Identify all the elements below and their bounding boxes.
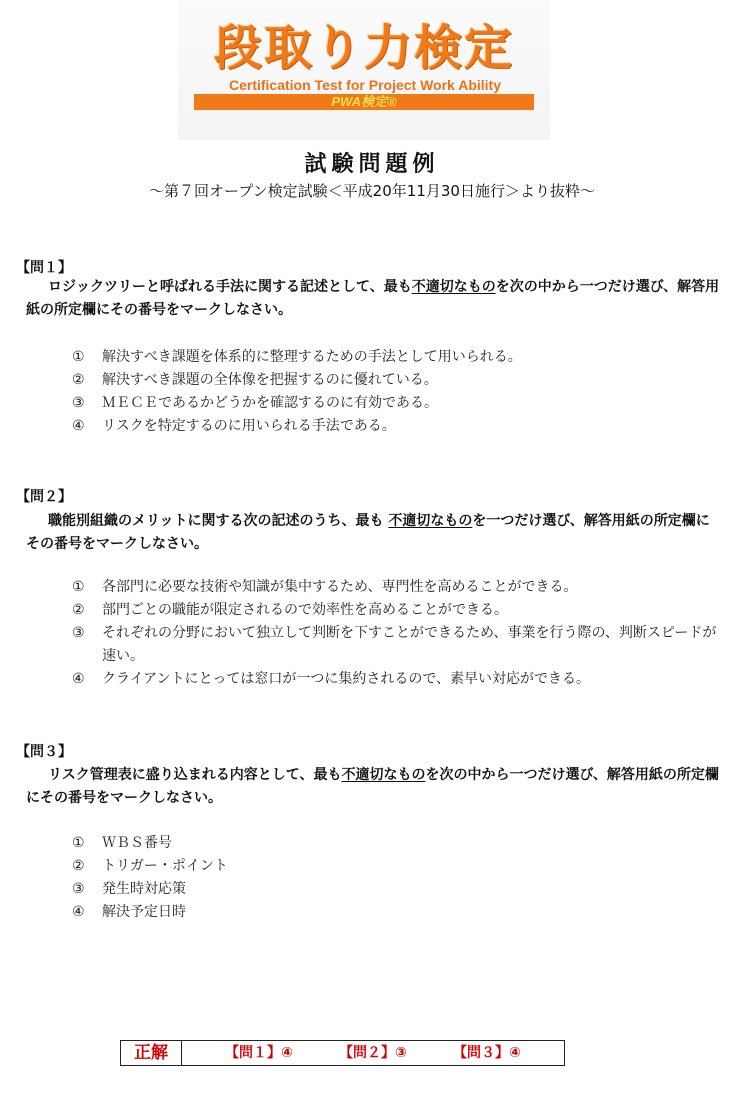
option-number: ③ — [72, 625, 85, 641]
option-item — [72, 622, 722, 668]
option-number: ② — [72, 372, 85, 388]
option-number: ① — [72, 349, 85, 365]
option-number: ③ — [72, 395, 85, 411]
option-text: 部門ごとの職能が限定されるので効率性を高めることができる。 — [102, 602, 508, 618]
question-3-stem-text-end: を次の中から一つだけ選び、解答用紙の所定欄にその番号をマークしなさい。 — [26, 767, 719, 806]
option-item — [72, 369, 722, 392]
option-text: トリガー・ポイント — [102, 858, 228, 874]
answer-box — [120, 1040, 565, 1066]
logo-band — [194, 94, 534, 110]
answer-2: 【問２】③ — [339, 1045, 407, 1061]
option-item — [72, 832, 722, 855]
option-item — [72, 855, 722, 878]
question-1-options — [72, 346, 722, 438]
logo-subtitle: Certification Test for Project Work Ability — [228, 77, 501, 93]
option-number: ④ — [72, 671, 85, 687]
logo-band-text: PWA検定® — [331, 94, 397, 109]
option-number: ② — [72, 858, 85, 874]
option-text: ＭＥＣＥであるかどうかを確認するのに有効である。 — [102, 395, 438, 411]
page-subtitle: ～第７回オープン検定試験＜平成20年11月30日施行＞より抜粋～ — [149, 182, 595, 200]
option-number: ③ — [72, 881, 85, 897]
answer-3: 【問３】④ — [453, 1045, 521, 1061]
logo — [178, 0, 550, 140]
question-2-options — [72, 576, 722, 691]
logo-title: 段取り力検定 — [213, 20, 514, 76]
option-item — [72, 392, 722, 415]
question-2-label: 【問２】 — [16, 489, 72, 505]
option-text: 解決すべき課題の全体像を把握するのに優れている。 — [102, 372, 438, 388]
option-item — [72, 346, 722, 369]
question-3-stem-text: リスク管理表に盛り込まれる内容として、最も — [48, 767, 342, 783]
option-number: ② — [72, 602, 85, 618]
question-3-emphasis: 不適切なもの — [341, 767, 426, 783]
option-text: それぞれの分野において独立して判断を下すことができるため、事業を行う際の、判断スピードが速い。 — [102, 625, 717, 664]
option-item — [72, 599, 722, 622]
question-2-stem-text: 職能別組織のメリットに関する次の記述のうち、最も — [48, 513, 389, 529]
option-text: リスクを特定するのに用いられる手法である。 — [102, 418, 396, 434]
option-text: 解決予定日時 — [102, 904, 186, 920]
option-number: ① — [72, 579, 85, 595]
option-text: 解決すべき課題を体系的に整理するための手法として用いられる。 — [102, 349, 522, 365]
option-text: クライアントにとっては窓口が一つに集約されるので、素早い対応ができる。 — [102, 671, 591, 687]
question-3-label: 【問３】 — [16, 744, 72, 760]
option-number: ④ — [72, 418, 85, 434]
option-item — [72, 668, 722, 691]
option-text: 各部門に必要な技術や知識が集中するため、専門性を高めることができる。 — [102, 579, 578, 595]
question-1-stem — [26, 276, 722, 322]
option-number: ① — [72, 835, 85, 851]
question-2-stem — [26, 510, 722, 556]
answer-heading: 正解 — [121, 1041, 182, 1065]
option-item — [72, 878, 722, 901]
question-1-stem-text: ロジックツリーと呼ばれる手法に関する記述として、最も — [48, 279, 412, 295]
question-1-label: 【問１】 — [16, 260, 72, 276]
option-text: ＷＢＳ番号 — [102, 835, 172, 851]
option-item — [72, 901, 722, 924]
question-2-emphasis: 不適切なもの — [388, 513, 473, 529]
page-title: 試験問題例 — [304, 152, 440, 177]
question-1-stem-text-end: を次の中から一つだけ選び、解答用紙の所定欄にその番号をマークしなさい。 — [26, 279, 720, 318]
option-item — [72, 415, 722, 438]
question-3-options — [72, 832, 722, 924]
answer-1: 【問１】④ — [225, 1045, 293, 1061]
option-text: 発生時対応策 — [102, 881, 186, 897]
question-1-emphasis: 不適切なもの — [411, 279, 496, 295]
question-3-stem — [26, 764, 722, 810]
option-item — [72, 576, 722, 599]
option-number: ④ — [72, 904, 85, 920]
question-2-stem-text-end: を一つだけ選び、解答用紙の所定欄にその番号をマークしなさい。 — [26, 513, 710, 552]
